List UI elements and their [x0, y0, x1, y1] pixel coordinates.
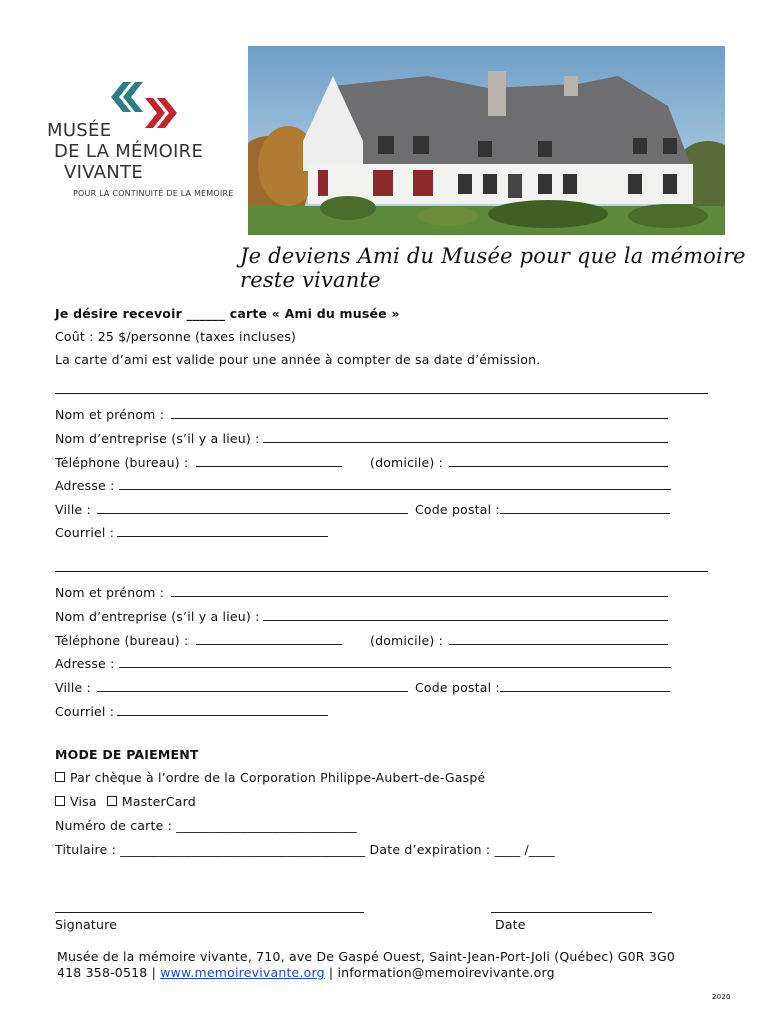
logo-tagline: POUR LA CONTINUITÉ DE LA MÉMOIRE [73, 189, 234, 198]
signature-label: Signature [55, 917, 118, 932]
footer-address: Musée de la mémoire vivante, 710, ave De Gaspé Ouest, Saint-Jean-Port-Joli (Québec) G0R 3G0 [57, 949, 676, 964]
visa-checkbox[interactable] [55, 796, 65, 806]
slogan: Je deviens Ami du Musée pour que la mémoire reste vivante [240, 244, 746, 292]
date-label: Date [495, 917, 526, 932]
city-label: Ville : [55, 502, 91, 517]
company-label: Nom d’entreprise (s’il y a lieu) : [55, 431, 260, 446]
footer-contact [57, 965, 555, 980]
footer-phone: 418 358-0518 | [57, 965, 156, 980]
phone-work-field[interactable] [196, 466, 342, 467]
city-field[interactable] [97, 691, 408, 692]
company-field[interactable] [263, 620, 668, 621]
logo-line-2: DE LA MÉMOIRE [54, 141, 204, 162]
signature-field[interactable] [55, 912, 364, 913]
website-link[interactable]: www.memoirevivante.org [160, 965, 325, 980]
intro-cost: Coût : 25 $/personne (taxes incluses) [55, 329, 297, 344]
address-field[interactable] [119, 667, 671, 668]
card-type-options [55, 794, 196, 809]
address-label: Adresse : [55, 656, 115, 671]
phone-home-label: (domicile) : [370, 455, 444, 470]
city-label: Ville : [55, 680, 91, 695]
city-field[interactable] [97, 513, 408, 514]
mastercard-label: MasterCard [121, 794, 196, 809]
phone-work-label: Téléphone (bureau) : [55, 455, 189, 470]
name-field[interactable] [171, 418, 668, 419]
logo-line-3: VIVANTE [64, 162, 144, 183]
cheque-label: Par chèque à l’ordre de la Corporation Philippe-Aubert-de-Gaspé [70, 770, 486, 785]
company-label: Nom d’entreprise (s’il y a lieu) : [55, 609, 260, 624]
chevrons-logo-mark [105, 80, 180, 135]
card-number-line[interactable]: Numéro de carte : ____________________________ [55, 818, 357, 833]
intro-request-text: Je désire recevoir ______ carte « Ami du musée » [55, 306, 400, 321]
email-field[interactable] [117, 715, 328, 716]
postal-label: Code postal : [415, 502, 500, 517]
email-label: Courriel : [55, 704, 115, 719]
visa-label: Visa [70, 794, 97, 809]
museum-house-photo [248, 46, 725, 235]
intro-request [55, 306, 400, 321]
intro-validity: La carte d’ami est valide pour une année à compter de sa date d’émission. [55, 352, 541, 367]
mastercard-checkbox[interactable] [107, 796, 117, 806]
payment-heading: MODE DE PAIEMENT [55, 747, 199, 762]
logo-line-1: MUSÉE [47, 120, 112, 141]
address-label: Adresse : [55, 478, 115, 493]
address-field[interactable] [119, 489, 671, 490]
name-label: Nom et prénom : [55, 407, 165, 422]
phone-home-field[interactable] [449, 466, 668, 467]
cheque-checkbox[interactable] [55, 772, 65, 782]
footer-email: | information@memoirevivante.org [328, 965, 555, 980]
email-label: Courriel : [55, 525, 115, 540]
phone-work-field[interactable] [196, 644, 342, 645]
section-rule [55, 393, 708, 394]
phone-work-label: Téléphone (bureau) : [55, 633, 189, 648]
postal-field[interactable] [500, 691, 670, 692]
cheque-option[interactable] [55, 770, 485, 785]
footer-year: 2020 [712, 993, 731, 1001]
date-field[interactable] [491, 912, 652, 913]
email-field[interactable] [117, 536, 328, 537]
holder-expiry-line[interactable]: Titulaire : ______________________________________ Date d’expiration : ____ /____ [55, 842, 555, 857]
company-field[interactable] [263, 442, 668, 443]
phone-home-field[interactable] [449, 644, 668, 645]
name-field[interactable] [171, 596, 668, 597]
postal-label: Code postal : [415, 680, 500, 695]
postal-field[interactable] [500, 513, 670, 514]
name-label: Nom et prénom : [55, 585, 165, 600]
phone-home-label: (domicile) : [370, 633, 444, 648]
section-rule [55, 571, 708, 572]
